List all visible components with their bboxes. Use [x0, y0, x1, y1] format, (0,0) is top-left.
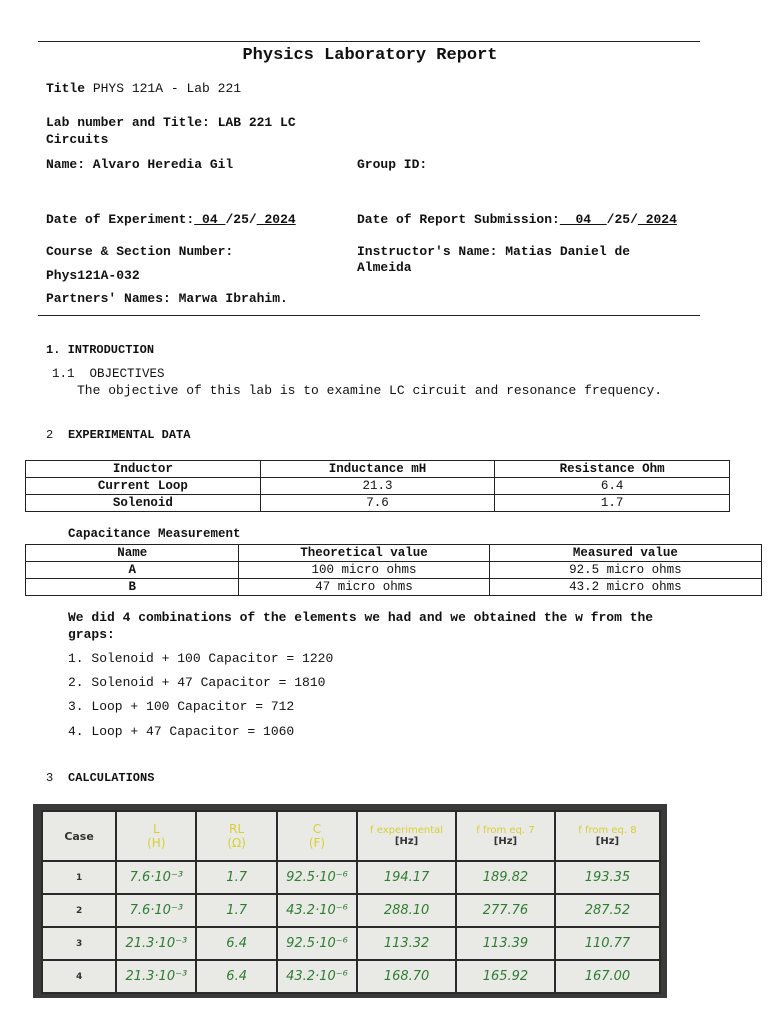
cell: 189.82: [456, 861, 555, 894]
cell: B: [26, 579, 239, 596]
instructor-line1: Instructor's Name: Matias Daniel de: [357, 244, 631, 259]
cell: 6.4: [196, 960, 276, 993]
objective-text: The objective of this lab is to examine LC circuit and resonance frequency.: [77, 383, 663, 398]
course-label: Course & Section Number:: [46, 244, 234, 259]
cell: 6.4: [196, 927, 276, 960]
cell: 193.35: [555, 861, 660, 894]
header-f-eq7: f from eq. 7: [476, 825, 535, 836]
date-of-submission: Date of Report Submission: 04 /25/ 2024: [357, 212, 677, 227]
col-name: Name: [26, 545, 239, 562]
cell: 277.76: [456, 894, 555, 927]
date-sub-day: 25: [614, 212, 631, 227]
date-sub-month: 04: [559, 212, 607, 227]
table-header-row: [26, 461, 730, 478]
header-f-exp-unit: [Hz]: [394, 836, 419, 847]
cell: Solenoid: [26, 495, 261, 512]
lab-title-line2: Circuits: [46, 132, 109, 147]
table-row: [42, 861, 660, 894]
cell: 92.5·10⁻⁶: [277, 861, 357, 894]
col-inductance: Inductance mH: [260, 461, 495, 478]
cell: 113.39: [456, 927, 555, 960]
cell: 287.52: [555, 894, 660, 927]
cell: 194.17: [357, 861, 456, 894]
table-row: [26, 495, 730, 512]
header-f-exp: f experimental: [370, 825, 444, 836]
header-f-eq7-unit: [Hz]: [493, 836, 518, 847]
table-header-row: [26, 545, 762, 562]
cell: 21.3: [260, 478, 495, 495]
cell: 43.2·10⁻⁶: [277, 960, 357, 993]
case-number: 4: [42, 960, 116, 993]
student-name: Name: Alvaro Heredia Gil: [46, 157, 234, 172]
capacitance-title: Capacitance Measurement: [68, 527, 241, 541]
objectives-subheading: 1.1 OBJECTIVES: [52, 367, 165, 381]
header-rl-unit: (Ω): [227, 836, 246, 850]
col-theoretical: Theoretical value: [239, 545, 489, 562]
cell: 7.6·10⁻³: [116, 894, 196, 927]
case-number: 1: [42, 861, 116, 894]
combinations-text-line2: graps:: [68, 627, 115, 642]
cell: 7.6·10⁻³: [116, 861, 196, 894]
cell: 165.92: [456, 960, 555, 993]
top-rule: [38, 41, 700, 42]
combination-3: 3. Loop + 100 Capacitor = 712: [68, 699, 295, 714]
date-exp-day: 25: [233, 212, 249, 227]
cell: A: [26, 562, 239, 579]
col-measured: Measured value: [489, 545, 761, 562]
header-rl: RL: [229, 822, 245, 836]
cell: Current Loop: [26, 478, 261, 495]
cell: 100 micro ohms: [239, 562, 489, 579]
handwritten-results-table: [41, 810, 661, 994]
header-bottom-rule: [38, 315, 700, 316]
title-value: PHYS 121A - Lab 221: [92, 81, 242, 96]
col-inductor: Inductor: [26, 461, 261, 478]
date-exp-year: 2024: [256, 212, 296, 227]
cell: 43.2·10⁻⁶: [277, 894, 357, 927]
combination-1: 1. Solenoid + 100 Capacitor = 1220: [68, 651, 334, 666]
case-number: 2: [42, 894, 116, 927]
introduction-heading: 1. INTRODUCTION: [46, 343, 155, 357]
date-exp-label: Date of Experiment:: [46, 212, 195, 227]
group-id: Group ID:: [357, 157, 428, 172]
cell: 21.3·10⁻³: [116, 927, 196, 960]
table-row: [26, 579, 762, 596]
experimental-number: 2: [46, 428, 54, 442]
case-number: 3: [42, 927, 116, 960]
combination-2: 2. Solenoid + 47 Capacitor = 1810: [68, 675, 326, 690]
header-f-eq8-unit: [Hz]: [595, 836, 620, 847]
cell: 288.10: [357, 894, 456, 927]
calculations-photo: [33, 804, 667, 998]
partners-names: Partners' Names: Marwa Ibrahim.: [46, 291, 288, 306]
header-l-unit: (H): [147, 836, 166, 850]
cell: 47 micro ohms: [239, 579, 489, 596]
combinations-text-line1: We did 4 combinations of the elements we had and we obtained the w from the: [68, 610, 654, 625]
cell: 43.2 micro ohms: [489, 579, 761, 596]
table-row: [42, 894, 660, 927]
date-exp-month: 04: [194, 212, 226, 227]
table-row: [42, 927, 660, 960]
col-resistance: Resistance Ohm: [495, 461, 730, 478]
experimental-heading: EXPERIMENTAL DATA: [68, 428, 191, 442]
inductor-table: [25, 460, 730, 512]
lab-title-line1: Lab number and Title: LAB 221 LC: [46, 115, 296, 130]
header-l: L: [152, 822, 160, 836]
combination-4: 4. Loop + 47 Capacitor = 1060: [68, 724, 295, 739]
capacitance-table: [25, 544, 762, 596]
header-c: C: [312, 822, 322, 836]
table-row: [42, 960, 660, 993]
title-field: [46, 81, 241, 96]
title-label: Title: [46, 81, 86, 96]
cell: 168.70: [357, 960, 456, 993]
date-sub-year: 2024: [637, 212, 677, 227]
cell: 1.7: [196, 894, 276, 927]
cell: 110.77: [555, 927, 660, 960]
date-of-experiment: Date of Experiment: 04 /25/ 2024: [46, 212, 296, 227]
cell: 113.32: [357, 927, 456, 960]
cell: 167.00: [555, 960, 660, 993]
cell: 1.7: [495, 495, 730, 512]
cell: 92.5 micro ohms: [489, 562, 761, 579]
header-f-eq8: f from eq. 8: [578, 825, 637, 836]
cell: 7.6: [260, 495, 495, 512]
cell: 92.5·10⁻⁶: [277, 927, 357, 960]
calculations-heading: CALCULATIONS: [68, 771, 155, 785]
photo-header-row: [42, 811, 660, 861]
table-row: [26, 478, 730, 495]
date-sub-label: Date of Report Submission:: [357, 212, 560, 227]
cell: 6.4: [495, 478, 730, 495]
photo-paper-sheet: [41, 810, 661, 994]
instructor-line2: Almeida: [357, 260, 412, 275]
report-title: Physics Laboratory Report: [242, 46, 498, 65]
calculations-number: 3: [46, 771, 54, 785]
header-case: Case: [64, 829, 94, 843]
cell: 1.7: [196, 861, 276, 894]
header-c-unit: (F): [308, 836, 326, 850]
course-value: Phys121A-032: [46, 268, 140, 283]
cell: 21.3·10⁻³: [116, 960, 196, 993]
table-row: [26, 562, 762, 579]
